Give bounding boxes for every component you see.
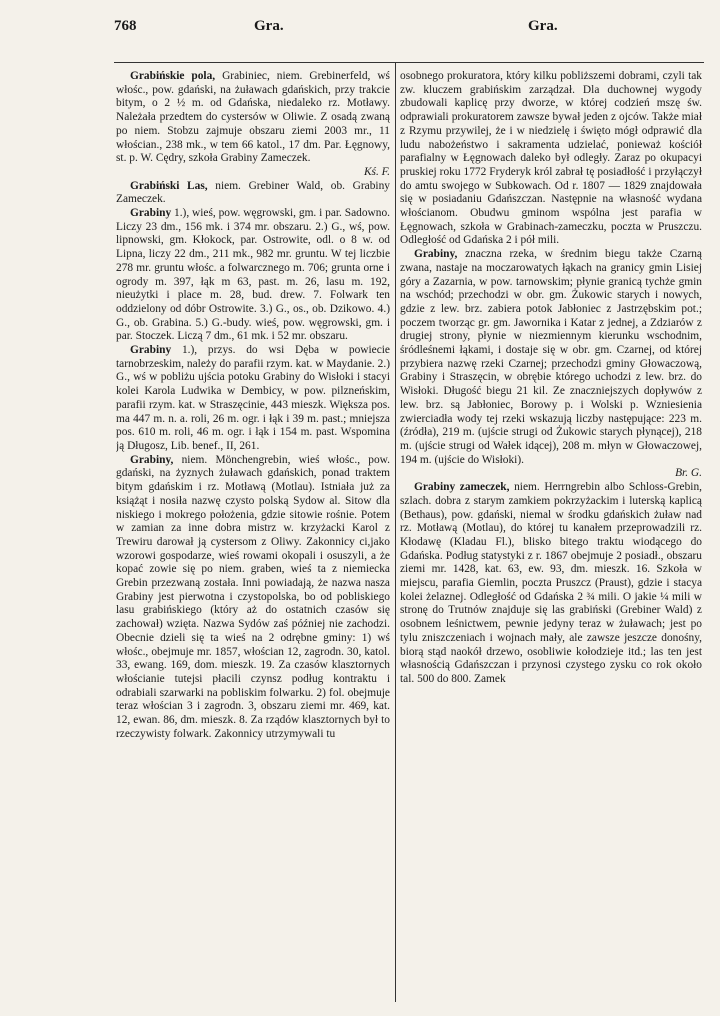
right-column bbox=[400, 70, 702, 1000]
dictionary-entry bbox=[116, 70, 390, 180]
entry-body: niem. Grebiner Wald, ob. Grabiny Zameczek. bbox=[116, 179, 390, 206]
entry-headword: Grabiny bbox=[130, 207, 172, 220]
entry-body: Grabiniec, niem. Grebinerfeld, wś włośc., pow. gdański, na żuławach gdańskich, przy trakcie bitym, o 2 ½ m. od Gdańska, niedaleko rz. Motławy. Należała przedtem do cystersów w Oliwie. Z osadą zwaną po niem. Stobzu zajmuje obszaru ziemi 2003 mr., 11 włościan., 238 mk., w tem 66 katol., 17 dm. Par. Łęgnowy, st. p. W. Cędry, szkoła Grabiny Zameczek. bbox=[116, 70, 390, 165]
entry-body: 1.), przys. do wsi Dęba w powiecie tarnobrzeskim, należy do parafii rzym. kat. w Maydanie. 2.) G., wś w pobliżu ujścia potoku Grabiny do Wisłoki i stacyi kolei Karola Ludwika w Dembicy, w pow. pilzneńskim, parafii rzym. kat. w Straszęcinie, 443 mieszk. Większa pos. ma 447 m. n. a. roli, 26 m. ogr. i łąk i 39 m. past.; mniejsza pos. 610 m. roli, 46 m. ogr. i łąk i 154 m. past. Wspomina ją Długosz, Lib. benef., II, 261. bbox=[116, 344, 390, 452]
dictionary-entry bbox=[116, 344, 390, 454]
entry-headword: Grabiny zameczek, bbox=[414, 481, 510, 494]
entry-headword: Grabiny bbox=[130, 344, 172, 357]
dictionary-entry bbox=[116, 180, 390, 207]
page-header bbox=[114, 12, 704, 40]
entry-body: osobnego prokuratora, który kilku pobliższemi dobrami, czyli tak zw. kluczem grabińskim zarządzał. Dla duchownej wygody zbudowali kaplicę przy dworze, w której codzień mszę św. odprawiali prokuratorem zawsze bywał jeden z ojców. Także miał z Rzymu przywilej, że i w niedzielę i święto mógł odprawić dla ludu nabożeństwo i sakramenta udzielać, ponieważ kościół parafialny w Łęgnowach daleko był odległy. Zaraz po okupacyi pruskiej roku 1772 Fryderyk król zabrał tę posiadłość i przyłączył do amtu swojego w Subkowach. Od r. 1807 — 1829 znajdowała się w posiadaniu Gdańszczan. Następnie na własność wydana włościanom. Obudwu gminom wspólna jest parafia w Łęgnowach, szkoła w Grabinach-zameczku, poczta w Pruszczu. Odległość od Gdańska 2 i pół mili. bbox=[400, 70, 702, 247]
entry-headword: Grabiny, bbox=[414, 248, 458, 261]
dictionary-entry bbox=[400, 481, 702, 687]
entry-headword: Grabiny, bbox=[130, 453, 174, 466]
entry-body: niem. Mönchengrebin, wieś włośc., pow. gdański, na żyznych żuławach gdańskich, ponad traktem bitym gdańskim i rz. Motławą (Motlau). Istniała już za książąt i nosiła nazwę czysto polską Sydow al. Sitow dla niskiego i mokrego położenia, gdzie sitowie rośnie. Potem w zamian za inne dobra mistrz w. krzyżacki Karol z Trewiru darował ją cystersom z Oliwy. Zakonnicy ci,jako wzorowi gospodarze, wieś rowami okopali i osuszyli, a że kopać zowie się po niem. graben, wieś ta z niemiecka Grebin przezwaną została. Inni powiadają, że nazwa nasza Grabiny jest pierwotna i czystopolska, bo od pobliskiego lasu grabińskiego (który aż do ostatnich czasów się zachował) wzięta. Nazwa Sydów zaś później nie zachodzi. Obecnie dzieli się ta wieś na 2 odrębne gminy: 1) wś włośc., obejmuje mr. 1857, włościan 12, zagrodn. 30, katol. 33, ewang. 169, dom. mieszk. 19. Za czasów klasztornych włościanie tutejsi płacili czynsz podług kontraktu i odrabiali szarwarki na pobliskim folwarku. 2) fol. obejmuje teraz włościan 3 i zagrodn. 3, obszaru ziemi mr. 469, kat. 12, ewan. 86, dm. mieszk. 8. Za rządów klasztornych był to rzeczywisty folwark. Zakonnicy utrzymywali tu bbox=[116, 453, 390, 740]
right-running-head: Gra. bbox=[528, 18, 558, 34]
entry-body: 1.), wieś, pow. węgrowski, gm. i par. Sadowno. Liczy 23 dm., 156 mk. i 374 mr. obszaru. 2.) G., wś, pow. lipnowski, gm. Kłokock, par. Ostrowite, odl. o 8 w. od Lipna, liczy 22 dm., 211 mk., 982 mr. gruntu. W tej liczbie 278 mr. gruntu włośc. a folwarcznego m. 706; grunta orne i ogrody m. 397, łąk m 63, past. m. 26, lasu m. 192, nieużytki i place m. 28, bud. drew. 7. Folwark ten oddzielony od dóbr Ostrowite. 3.) G., os., ob. Dzikowo. 4.) G., ob. Grabina. 5.) G.-budy. wieś, pow. węgrowski, gm. i par. Stoczek. Liczą 7 dm., 61 mk. i 52 mr. obszaru. bbox=[116, 207, 390, 343]
entry-headword: Grabiński Las, bbox=[130, 179, 208, 192]
left-running-head: Gra. bbox=[254, 18, 284, 34]
left-column bbox=[116, 70, 390, 1000]
entry-signature: Br. G. bbox=[675, 467, 702, 480]
dictionary-entry bbox=[116, 454, 390, 742]
dictionary-entry bbox=[400, 70, 702, 248]
entry-body: znaczna rzeka, w średnim biegu także Czarną zwana, nastaje na moczarowatych łąkach na granicy gmin Lisiej góry a Zazarnia, w pow. tarnowskim; płynie granicą tychże gmin na wschód; przechodzi w obr. gm. Żukowic starych i nowych, gdzie z lew. brz. zabiera potok Jabłoniec z Jastrzębskim pot.; poczem tworząc gr. gm. Jawornika i Katar z jednej, a Zdziarów z drugiej strony, płynie w niezmiennym kierunku wschodnim, śródleśnemi łąkami, i dostaje się w obr. gm. Czarnej, od której przybiera nazwę rzeki Czarnej; przechodzi gminy Głowaczową, Grabiny i Straszęcin, w obrębie którego uchodzi z lew. brz. do Wisłoki. Długość biegu 21 kil. Ze znaczniejszych dopływów z lew. brz. są Jabłoniec, Borowy p. i Wolski p. Wzniesienia zwierciadła wody tej rzeki wskazują liczby następujące: 223 m. (źródła), 219 m. (ujście strugi od Żukowic starych płynącej), 218 m. (ujście strugi od Wałek idącej), 208 m. młyn w Głowaczowej, 194 m. (ujście do Wisłoki). bbox=[400, 248, 702, 466]
column-divider bbox=[395, 62, 396, 1002]
header-rule bbox=[114, 62, 704, 63]
entry-body: niem. Herrngrebin albo Schloss-Grebin, szlach. dobra z starym zamkiem pokrzyżackim i luterską kaplicą (Bethaus), pow. gdański, niemal w środku gdańskich żuław nad rz. Motławą (Motlau), do której tu kanałem przeprowadzili rz. Kłodawę (Kladau Fl.), blisko bitego traktu wiodącego do Gdańska. Podług statystyki z r. 1867 obejmuje 2 posiadł., obszaru ziemi mr. 1428, kat. 63, ew. 93, dm. mieszk. 16. Szkoła w miejscu, parafia Giemlin, poczta Pruszcz (Praust), gdzie i stacya kolei żelaznej. Odległość od Gdańska 2 ¾ mili. O jakie ¼ mili w stronę do Trutnów znajduje się las grabiński (Grebiner Wald) z osobnem leśnictwem, pewnie jedyny teraz w żuławach; jest po tylu zniszczeniach i wojnach mały, ale zawsze jeszcze donośny, biorą stąd naokół drzewo, osobliwie kołodzieje itd.; las ten jest własnością Gdańszczan i przynosi czystego zysku co rok około tal. 500 do 800. Zamek bbox=[400, 481, 702, 685]
page-number: 768 bbox=[114, 18, 137, 34]
entry-signature: Kś. F. bbox=[363, 165, 390, 178]
dictionary-entry bbox=[116, 207, 390, 344]
dictionary-entry bbox=[400, 248, 702, 481]
entry-headword: Grabińskie pola, bbox=[130, 70, 216, 82]
